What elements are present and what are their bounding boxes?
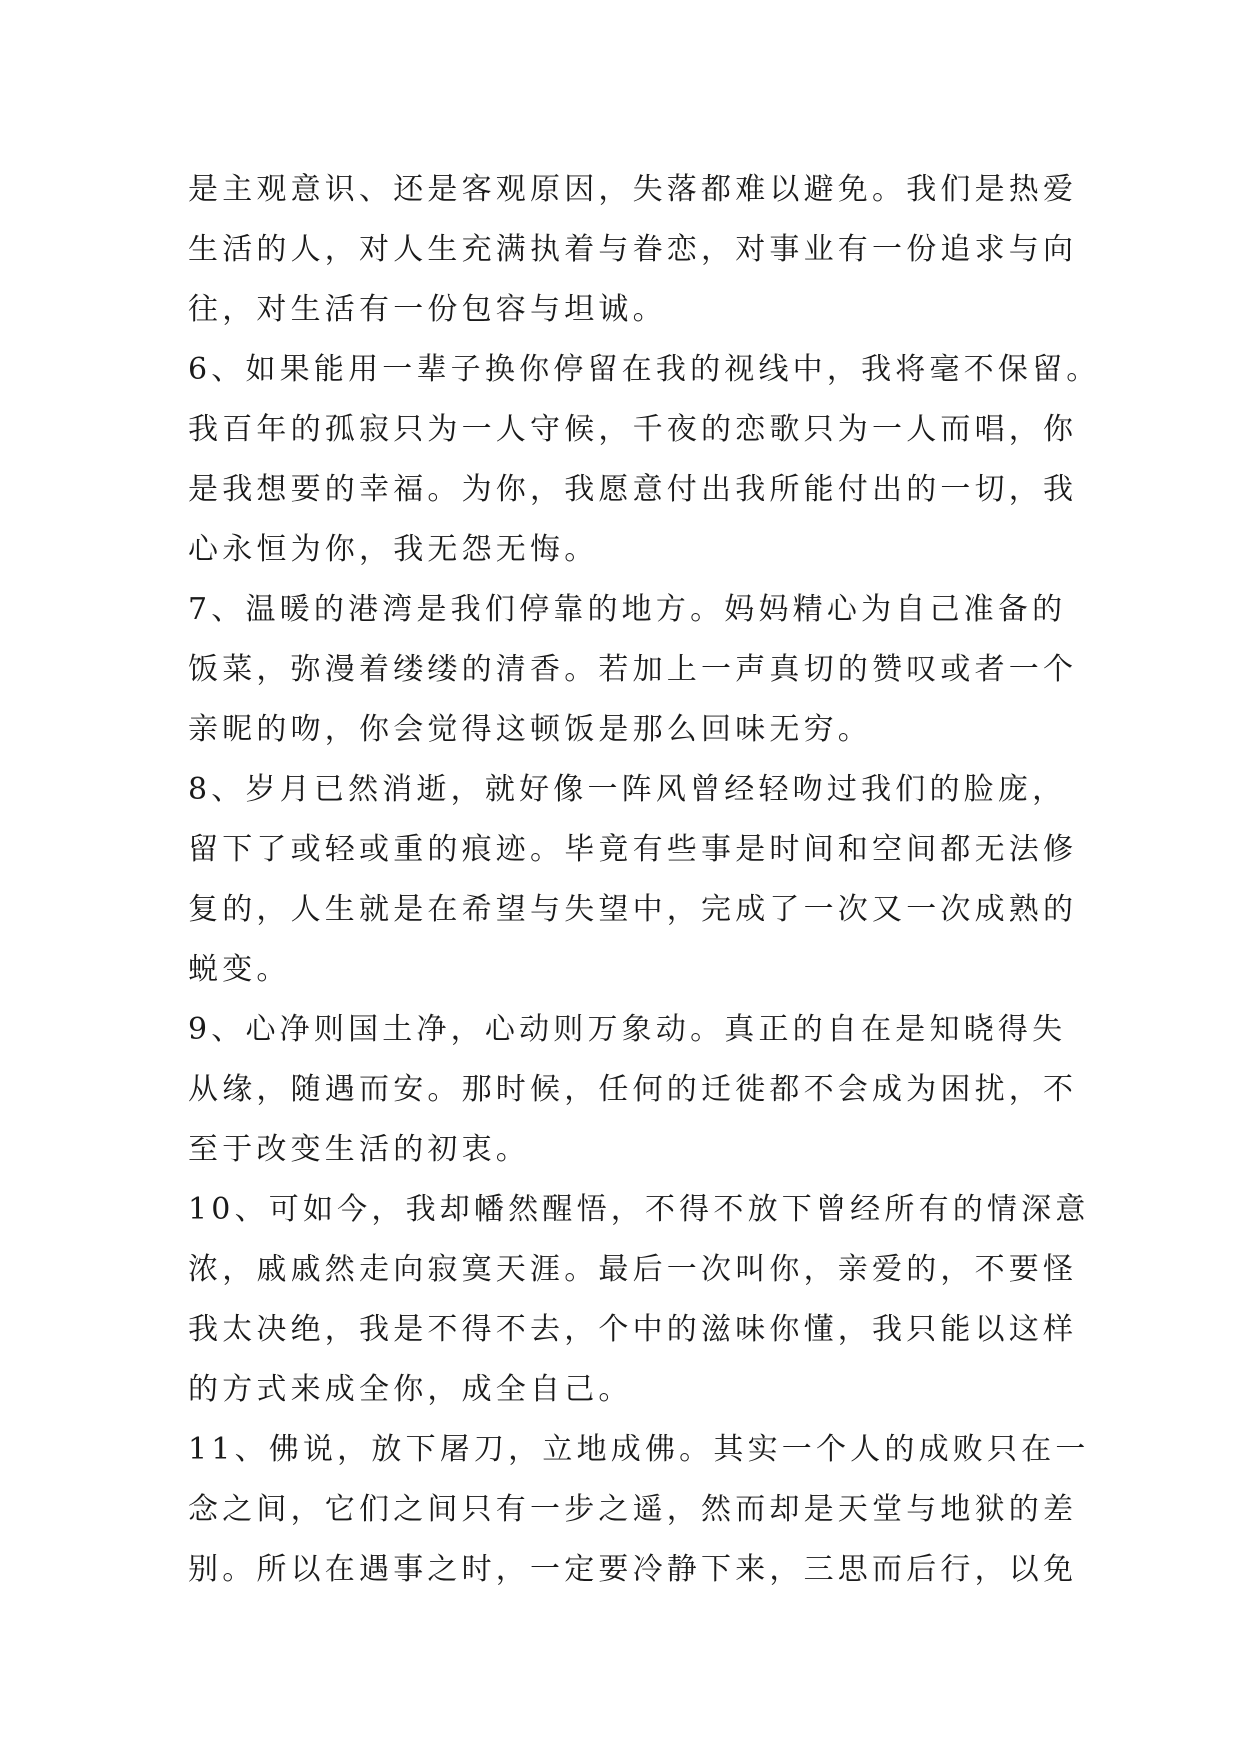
paragraph-9-line: 9、心净则国土净，心动则万象动。真正的自在是知晓得失 [188,1012,1067,1047]
text-line: 是主观意识、还是客观原因，失落都难以避免。我们是热爱 [188,172,1078,207]
paragraph-10-line: 10、可如今，我却幡然醒悟，不得不放下曾经所有的情深意 [188,1192,1090,1227]
text-line: 生活的人，对人生充满执着与眷恋，对事业有一份追求与向 [188,232,1078,267]
text-line: 心永恒为你，我无怨无悔。 [188,532,599,567]
body-text [188,160,1101,1600]
text-line: 我百年的孤寂只为一人守候，千夜的恋歌只为一人而唱，你 [188,412,1078,447]
text-line: 的方式来成全你，成全自己。 [188,1372,633,1407]
paragraph-8-line: 8、岁月已然消逝，就好像一阵风曾经轻吻过我们的脸庞， [188,772,1067,807]
text-line: 从缘，随遇而安。那时候，任何的迁徙都不会成为困扰，不 [188,1072,1078,1107]
text-line: 蜕变。 [188,952,291,987]
text-line: 浓，戚戚然走向寂寞天涯。最后一次叫你，亲爱的，不要怪 [188,1252,1078,1287]
text-line: 别。所以在遇事之时，一定要冷静下来，三思而后行，以免 [188,1552,1078,1587]
text-line: 复的，人生就是在希望与失望中，完成了一次又一次成熟的 [188,892,1078,927]
paragraph-11-line: 11、佛说，放下屠刀，立地成佛。其实一个人的成败只在一 [188,1432,1090,1467]
paragraph-6-line: 6、如果能用一辈子换你停留在我的视线中，我将毫不保留。 [188,352,1101,387]
text-line: 我太决绝，我是不得不去，个中的滋味你懂，我只能以这样 [188,1312,1078,1347]
text-line: 往，对生活有一份包容与坦诚。 [188,292,667,327]
text-line: 留下了或轻或重的痕迹。毕竟有些事是时间和空间都无法修 [188,832,1078,867]
text-line: 至于改变生活的初衷。 [188,1132,530,1167]
text-line: 亲昵的吻，你会觉得这顿饭是那么回味无穷。 [188,712,872,747]
paragraph-7-line: 7、温暖的港湾是我们停靠的地方。妈妈精心为自己准备的 [188,592,1067,627]
text-line: 是我想要的幸福。为你，我愿意付出我所能付出的一切，我 [188,472,1078,507]
text-line: 念之间，它们之间只有一步之遥，然而却是天堂与地狱的差 [188,1492,1078,1527]
text-line: 饭菜，弥漫着缕缕的清香。若加上一声真切的赞叹或者一个 [188,652,1078,687]
